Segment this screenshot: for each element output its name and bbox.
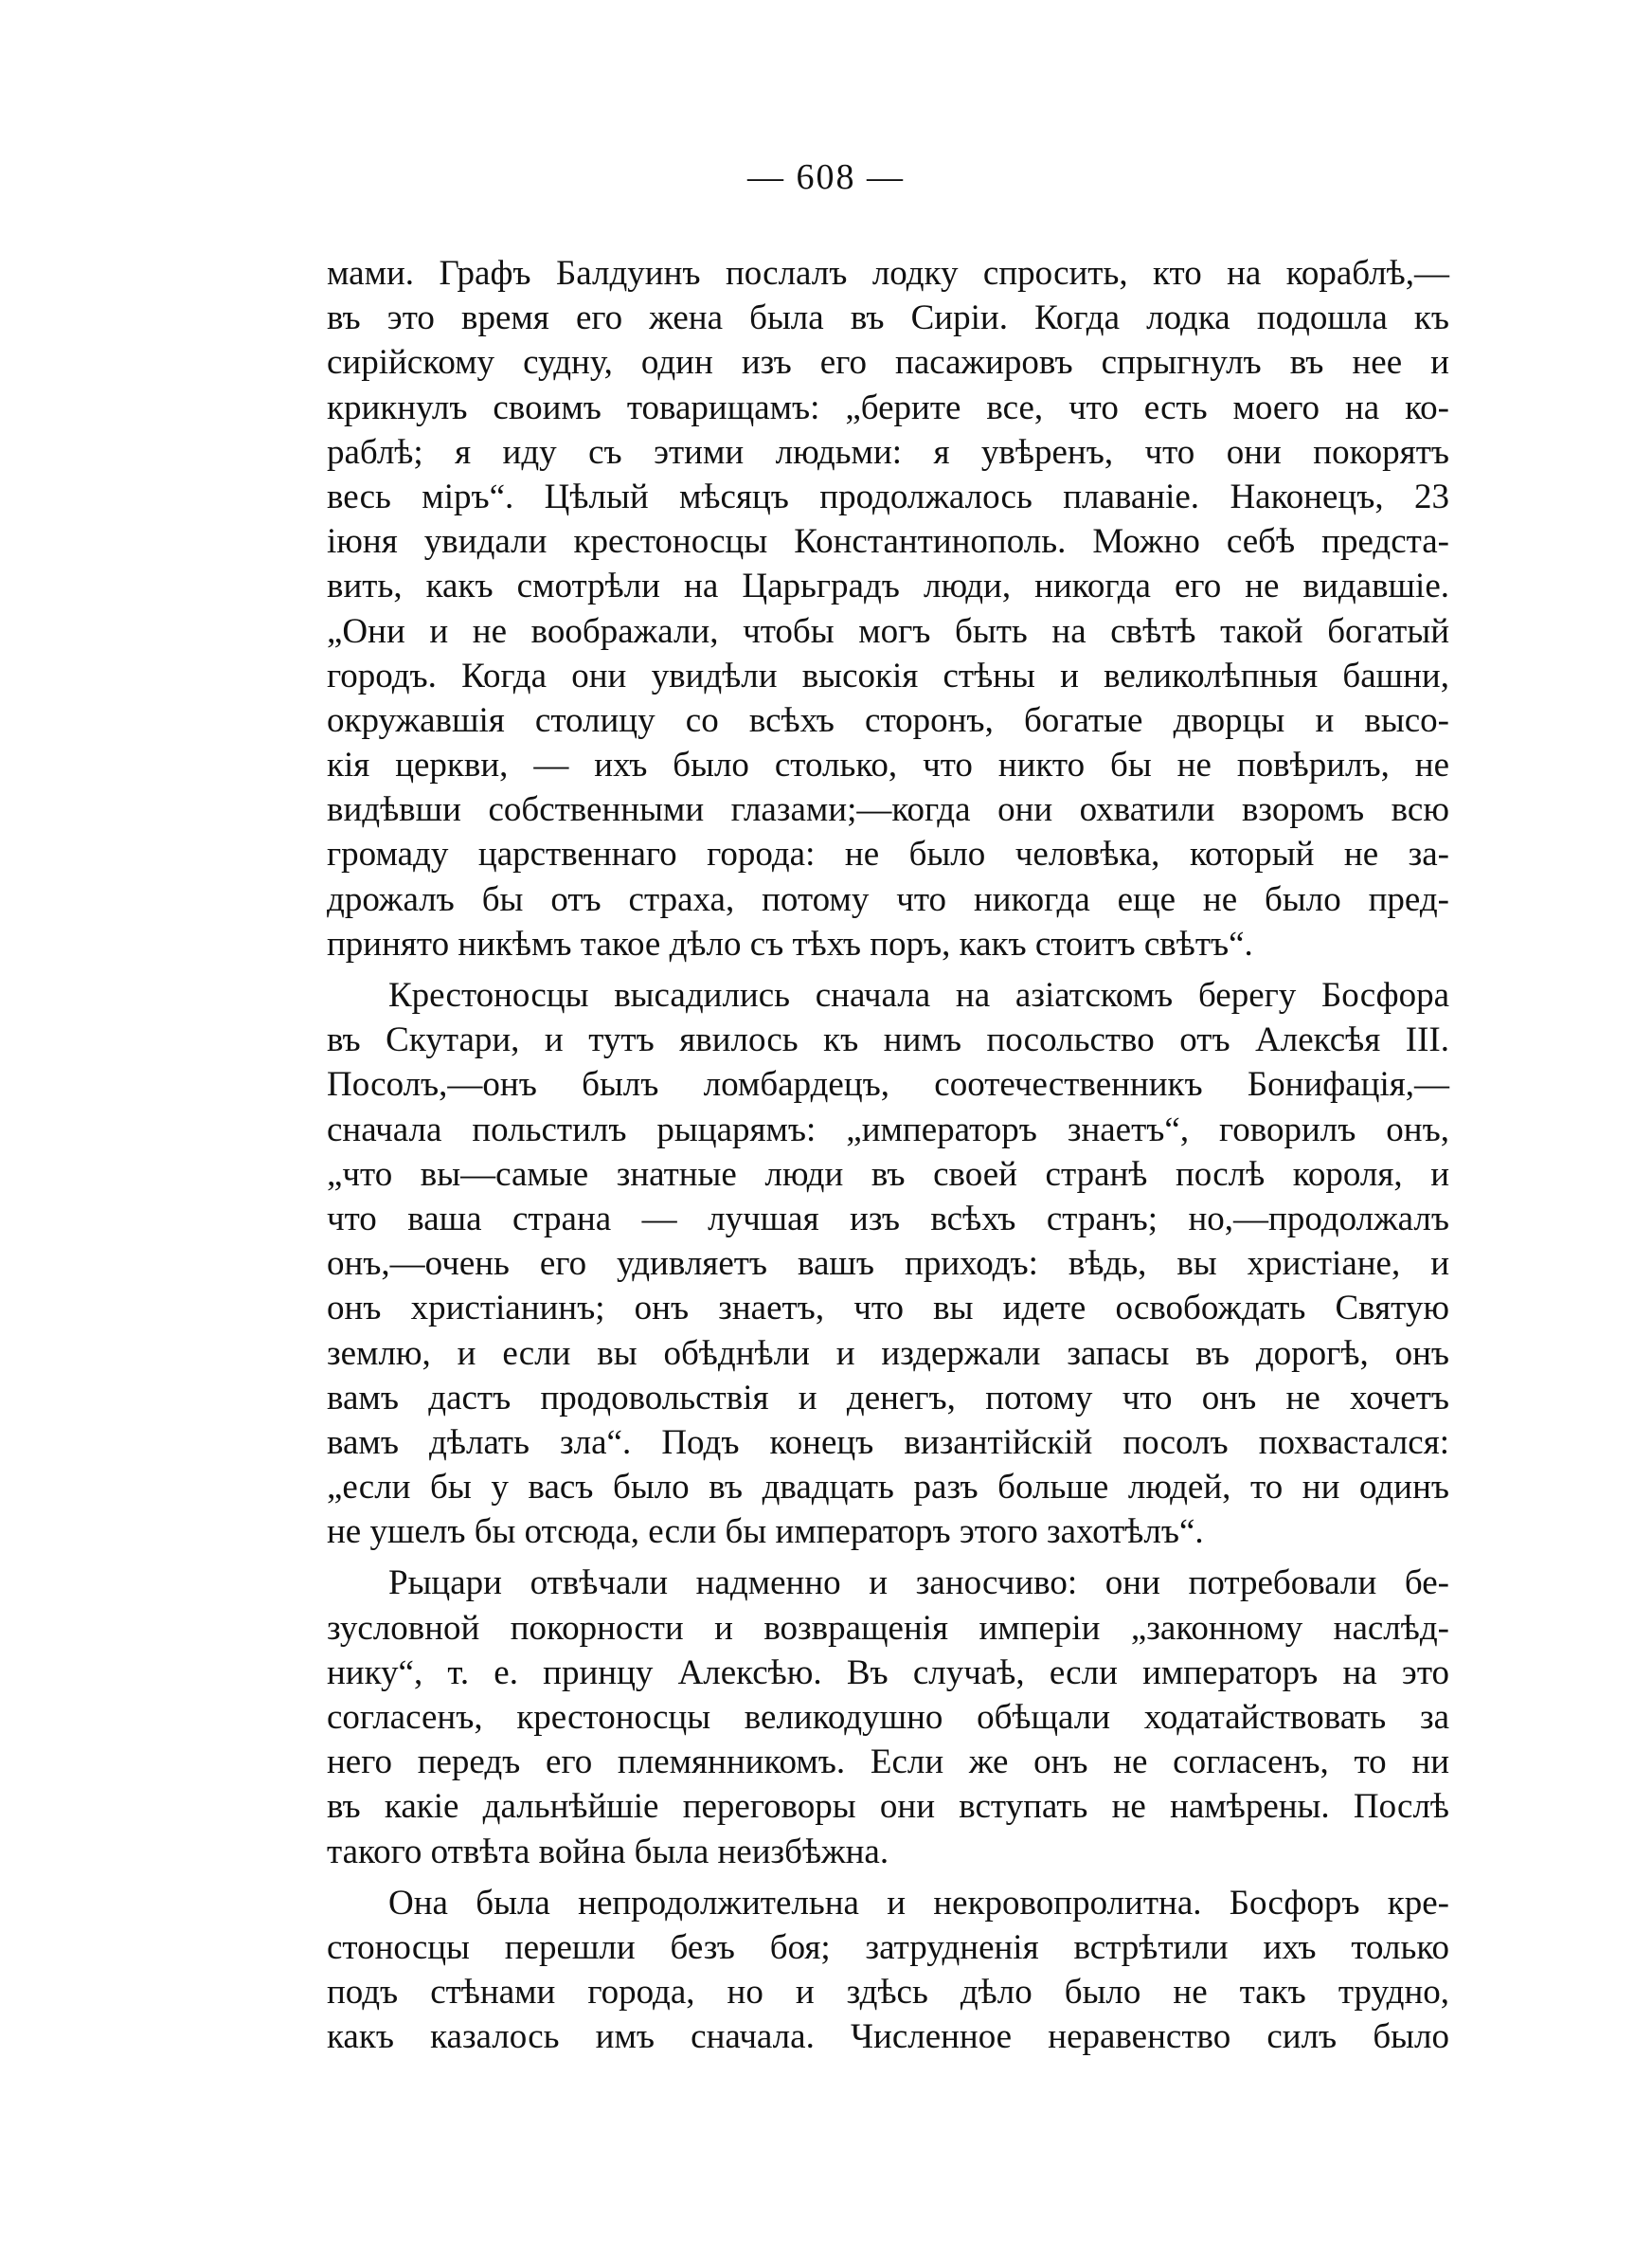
text-line: весь міръ“. Цѣлый мѣсяцъ продолжалось плаваніе. Наконецъ, 23 <box>327 477 1449 516</box>
text-line: „если бы у васъ было въ двадцать разъ больше людей, то ни одинъ <box>327 1468 1449 1508</box>
text-line: онъ христіанинъ; онъ знаетъ, что вы идете освобождать Святую <box>327 1289 1449 1328</box>
paragraph-gap <box>327 1554 1449 1561</box>
text-line: сирійскому судну, один изъ его пасажировъ спрыгнулъ въ нее и <box>327 343 1449 383</box>
text-line: въ какіе дальнѣйшіе переговоры они вступать не намѣрены. Послѣ <box>327 1787 1449 1827</box>
text-line: Крестоносцы высадились сначала на азіатскомъ берегу Босфора <box>388 976 1449 1015</box>
body-text <box>327 251 1449 2060</box>
text-line: „Они и не воображали, чтобы могъ быть на свѣтѣ такой богатый <box>327 611 1449 651</box>
paragraph-gap <box>327 1874 1449 1881</box>
text-line: принято никѣмъ такое дѣло съ тѣхъ поръ, какъ стоитъ свѣтъ“. <box>327 924 1253 964</box>
page-number: — 608 — <box>747 157 905 197</box>
text-line: вамъ дѣлать зла“. Подъ конецъ византійскій посолъ похвастался: <box>327 1422 1449 1462</box>
text-line: громаду царственнаго города: не было человѣка, который не за- <box>327 835 1449 875</box>
paragraph-3 <box>327 1561 1449 1873</box>
paragraph-gap <box>327 966 1449 973</box>
text-line: стоносцы перешли безъ боя; затрудненія встрѣтили ихъ только <box>327 1927 1449 1967</box>
text-line: вамъ дастъ продовольствія и денегъ, потому что онъ не хочетъ <box>327 1378 1449 1417</box>
text-line: кія церкви, — ихъ было столько, что никто бы не повѣрилъ, не <box>327 746 1449 785</box>
text-line: Рыцари отвѣчали надменно и заносчиво: они потребовали бе- <box>388 1563 1449 1603</box>
text-line: городъ. Когда они увидѣли высокія стѣны и великолѣпныя башни, <box>327 656 1449 695</box>
text-line: въ это время его жена была въ Сиріи. Когда лодка подошла къ <box>327 298 1449 338</box>
text-line: окружавшія столицу со всѣхъ сторонъ, богатые дворцы и высо- <box>327 700 1449 740</box>
text-line: крикнулъ своимъ товарищамъ: „берите все, что есть моего на ко- <box>327 388 1449 427</box>
paragraph-2 <box>327 973 1449 1554</box>
paragraph-4 <box>327 1881 1449 2060</box>
text-line: онъ,—очень его удивляетъ вашъ приходъ: вѣдь, вы христіане, и <box>327 1244 1449 1284</box>
text-line: мами. Графъ Балдуинъ послалъ лодку спросить, кто на кораблѣ,— <box>327 254 1449 293</box>
text-line: видѣвши собственными глазами;—когда они охватили взоромъ всю <box>327 790 1449 830</box>
text-line: такого отвѣта война была неизбѣжна. <box>327 1832 889 1871</box>
text-line: зусловной покорности и возвращенія имперіи „законному наслѣд- <box>327 1608 1449 1648</box>
text-line: сначала польстилъ рыцарямъ: „императоръ знаетъ“, говорилъ онъ, <box>327 1110 1449 1149</box>
text-line: не ушелъ бы отсюда, если бы императоръ этого захотѣлъ“. <box>327 1512 1204 1552</box>
text-line: какъ казалось имъ сначала. Численное неравенство силъ было <box>327 2017 1449 2057</box>
text-line: подъ стѣнами города, но и здѣсь дѣло было не такъ трудно, <box>327 1973 1449 2013</box>
text-line: Посолъ,—онъ былъ ломбардецъ, соотечественникъ Бонифація,— <box>327 1065 1449 1105</box>
text-line: раблѣ; я иду съ этими людьми: я увѣренъ, что они покорятъ <box>327 432 1449 472</box>
text-line: что ваша страна — лучшая изъ всѣхъ странъ; но,—продолжалъ <box>327 1199 1449 1238</box>
text-line: въ Скутари, и тутъ явилось къ нимъ посольство отъ Алексѣя III. <box>327 1020 1449 1060</box>
text-line: нику“, т. е. принцу Алексѣю. Въ случаѣ, если императоръ на это <box>327 1652 1449 1692</box>
text-line: „что вы—самые знатные люди въ своей странѣ послѣ короля, и <box>327 1154 1449 1194</box>
text-line: вить, какъ смотрѣли на Царьградъ люди, никогда его не видавшіе. <box>327 567 1449 606</box>
text-line: землю, и если вы обѣднѣли и издержали запасы въ дорогѣ, онъ <box>327 1333 1449 1373</box>
text-line: дрожалъ бы отъ страха, потому что никогда еще не было пред- <box>327 879 1449 919</box>
text-line: іюня увидали крестоносцы Константинополь. Можно себѣ предста- <box>327 522 1449 562</box>
text-line: согласенъ, крестоносцы великодушно обѣщали ходатайствовать за <box>327 1698 1449 1737</box>
text-line: него передъ его племянникомъ. Если же онъ не согласенъ, то ни <box>327 1742 1449 1782</box>
text-line: Она была непродолжительна и некровопролитна. Босфоръ кре- <box>388 1883 1449 1923</box>
paragraph-1 <box>327 251 1449 966</box>
